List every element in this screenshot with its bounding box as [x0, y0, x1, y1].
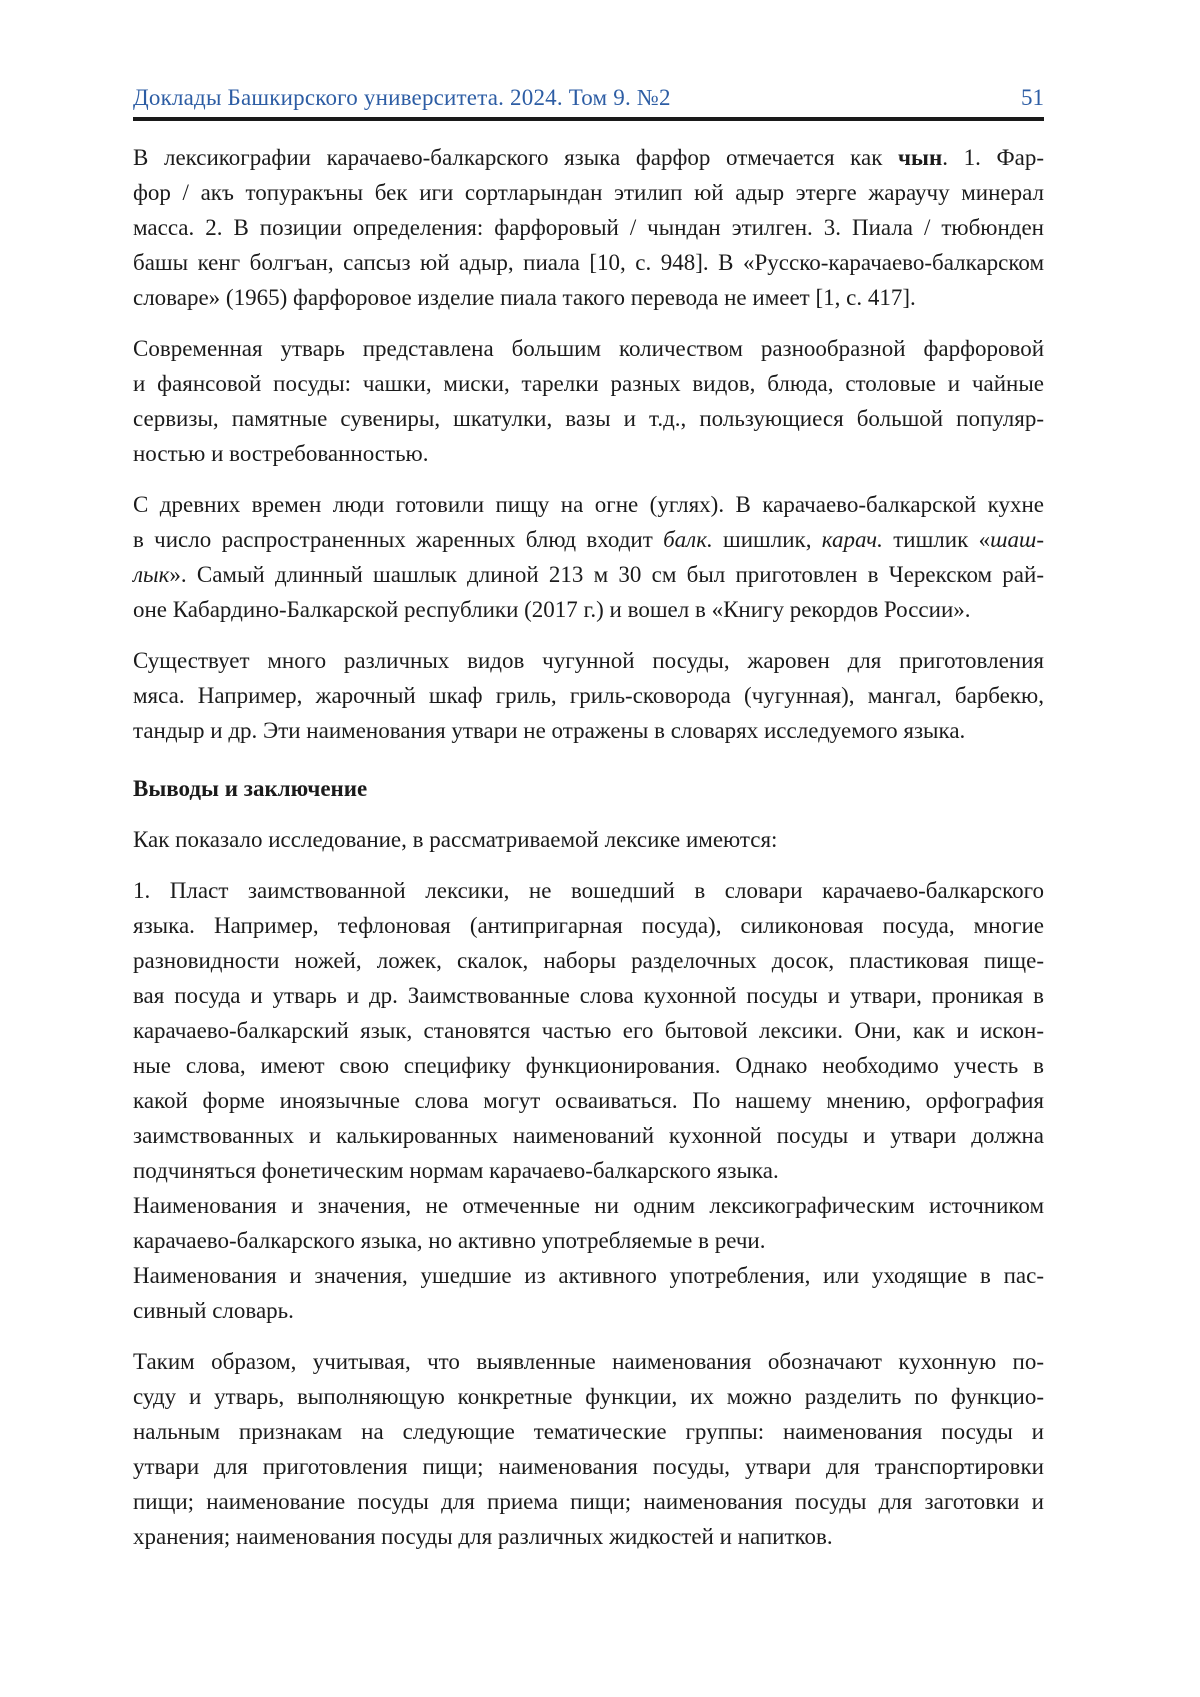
text-line: вая посуда и утварь и др. Заимствованные слова кухонной посуды и утвари, проникая в	[133, 983, 1044, 1008]
text-line: подчиняться фонетическим нормам карачаево-балкарского языка.	[133, 1158, 779, 1183]
paragraph-borrowed-lexicon	[133, 873, 1044, 1328]
text-line: Современная утварь представлена большим количеством разнообразной фарфоровой	[133, 336, 1044, 361]
journal-header	[133, 0, 1044, 121]
text-line: Наименования и значения, не отмеченные ни одним лексикографическим источником	[133, 1193, 1044, 1218]
text-line: мяса. Например, жарочный шкаф гриль, гриль-сковорода (чугунная), мангал, барбекю,	[133, 683, 1044, 708]
text-line: В лексикографии карачаево-балкарского языка фарфор отмечается как чын. 1. Фар-	[133, 145, 1044, 170]
text-line: Как показало исследование, в рассматриваемой лексике имеются:	[133, 827, 778, 852]
text-line: 1. Пласт заимствованной лексики, не вошедший в словари карачаево-балкарского	[133, 878, 1044, 903]
text-line: башы кенг болгъан, сапсыз юй адыр, пиала [10, с. 948]. В «Русско-карачаево-балкарском	[133, 250, 1044, 275]
paragraph-shashlik	[133, 487, 1044, 627]
text-line: ностью и востребованностью.	[133, 441, 429, 466]
text-line: карачаево-балкарский язык, становятся частью его бытовой лексики. Они, как и искон-	[133, 1018, 1044, 1043]
text-line: тандыр и др. Эти наименования утвари не отражены в словарях исследуемого языка.	[133, 718, 966, 743]
text-line: в число распространенных жаренных блюд входит балк. шишлик, карач. тишлик «шаш-	[133, 527, 1044, 552]
text-line: сервизы, памятные сувениры, шкатулки, вазы и т.д., пользующиеся большой популяр-	[133, 406, 1044, 431]
text-line: фор / акъ топуракъны бек иги сортларындан этилип юй адыр этерге жараучу минерал	[133, 180, 1044, 205]
text-line: какой форме иноязычные слова могут осваиваться. По нашему мнению, орфография	[133, 1088, 1044, 1113]
text-line: Выводы и заключение	[133, 776, 368, 801]
text-line: лык». Самый длинный шашлык длиной 213 м 30 см был приготовлен в Черекском рай-	[133, 562, 1044, 587]
text-line: разновидности ножей, ложек, скалок, наборы разделочных досок, пластиковая пище-	[133, 948, 1044, 973]
text-line: пищи; наименование посуды для приема пищи; наименования посуды для заготовки и	[133, 1489, 1044, 1514]
text-line: Таким образом, учитывая, что выявленные наименования обозначают кухонную по-	[133, 1349, 1044, 1374]
text-line: С древних времен люди готовили пищу на огне (углях). В карачаево-балкарской кухне	[133, 492, 1044, 517]
text-line: словаре» (1965) фарфоровое изделие пиала такого перевода не имеет [1, с. 417].	[133, 285, 916, 310]
text-line: масса. 2. В позиции определения: фарфоровый / чындан этилген. 3. Пиала / тюбюнден	[133, 215, 1044, 240]
page-number: 51	[1021, 85, 1044, 110]
paragraph-modern-utensils	[133, 331, 1044, 471]
text-line: утвари для приготовления пищи; наименования посуды, утвари для транспортировки	[133, 1454, 1044, 1479]
text-line: нальным признакам на следующие тематические группы: наименования посуды и	[133, 1419, 1044, 1444]
text-line: хранения; наименования посуды для различных жидкостей и напитков.	[133, 1524, 833, 1549]
text-line: ные слова, имеют свою специфику функционирования. Однако необходимо учесть в	[133, 1053, 1044, 1078]
text-line: карачаево-балкарского языка, но активно употребляемые в речи.	[133, 1228, 766, 1253]
paragraph-cast-iron	[133, 643, 1044, 748]
journal-title: Доклады Башкирского университета. 2024. Том 9. №2	[133, 85, 671, 110]
text-line: и фаянсовой посуды: чашки, миски, тарелки разных видов, блюда, столовые и чайные	[133, 371, 1044, 396]
document-body	[133, 121, 1044, 1554]
text-line: оне Кабардино-Балкарской республики (2017 г.) и вошел в «Книгу рекордов России».	[133, 597, 971, 622]
section-heading-conclusions	[133, 771, 1044, 806]
text-line: сивный словарь.	[133, 1298, 294, 1323]
text-line: суду и утварь, выполняющую конкретные функции, их можно разделить по функцио-	[133, 1384, 1044, 1409]
text-line: языка. Например, тефлоновая (антипригарная посуда), силиконовая посуда, многие	[133, 913, 1044, 938]
text-line: Наименования и значения, ушедшие из активного употребления, или уходящие в пас-	[133, 1263, 1044, 1288]
text-line: заимствованных и калькированных наименований кухонной посуды и утвари должна	[133, 1123, 1044, 1148]
paragraph-research-intro	[133, 822, 1044, 857]
text-line: Существует много различных видов чугунной посуды, жаровен для приготовления	[133, 648, 1044, 673]
paragraph-porcelain-lexicography	[133, 140, 1044, 315]
paragraph-thematic-groups	[133, 1344, 1044, 1554]
